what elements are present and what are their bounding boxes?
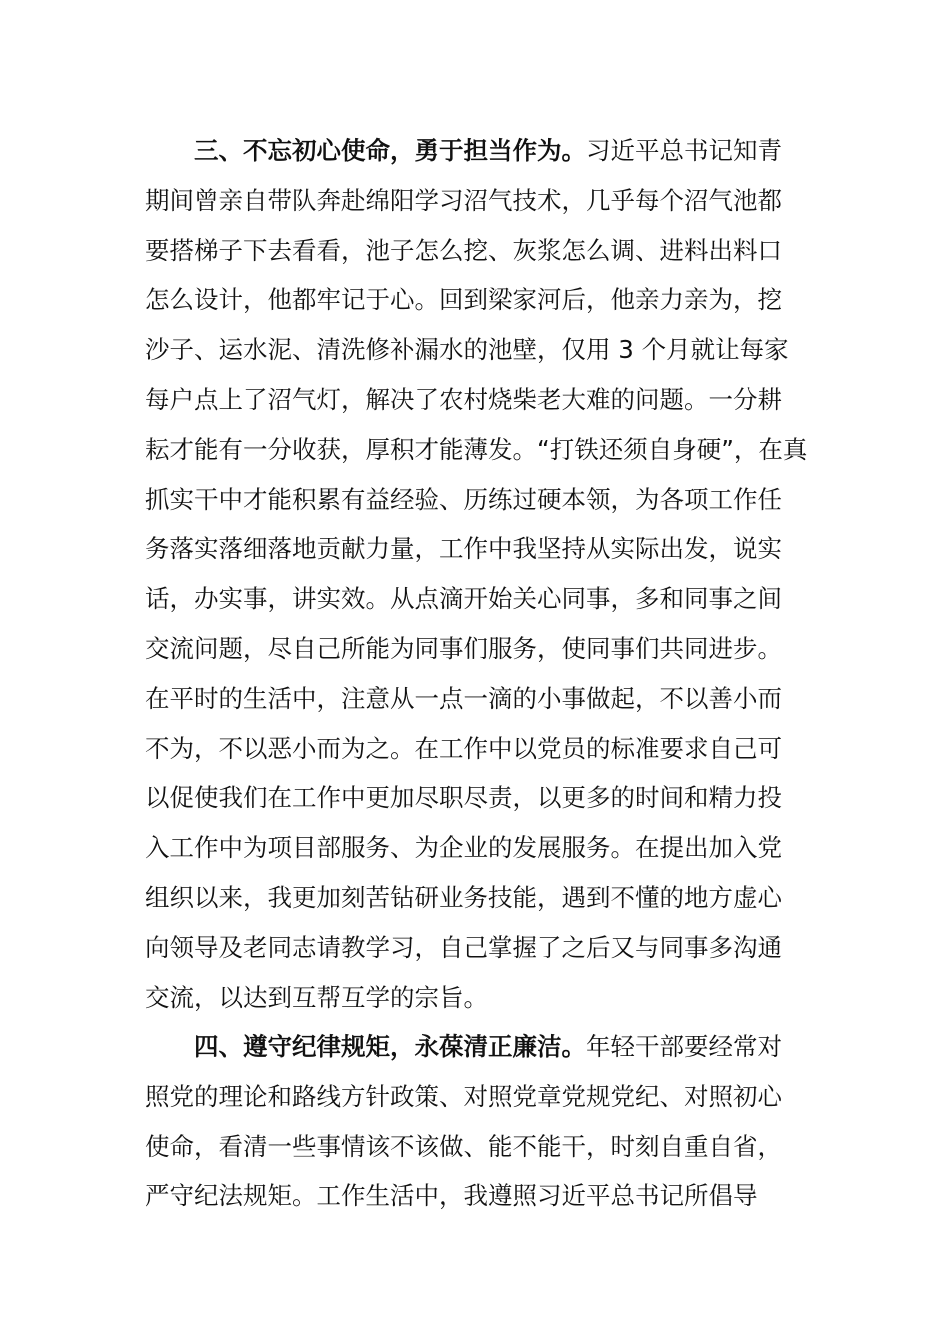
- body-line: 入工作中为项目部服务、为企业的发展服务。在提出加入党: [145, 833, 782, 863]
- body-line: 话，办实事，讲实效。从点滴开始关心同事，多和同事之间: [145, 584, 782, 614]
- body-line: 在平时的生活中，注意从一点一滴的小事做起，不以善小而: [145, 683, 782, 713]
- body-line: 严守纪法规矩。工作生活中，我遵照习近平总书记所倡导: [145, 1181, 758, 1211]
- body-line: 交流问题，尽自己所能为同事们服务，使同事们共同进步。: [145, 633, 782, 663]
- body-line: 以促使我们在工作中更加尽职尽责，以更多的时间和精力投: [145, 783, 782, 813]
- body-line: 每户点上了沼气灯，解决了农村烧柴老大难的问题。一分耕: [145, 384, 782, 414]
- body-line: 组织以来，我更加刻苦钻研业务技能，遇到不懂的地方虚心: [145, 882, 782, 912]
- body-line: 照党的理论和路线方针政策、对照党章党规党纪、对照初心: [145, 1081, 782, 1111]
- body-line: 使命，看清一些事情该不该做、能不能干，时刻自重自省，: [145, 1131, 782, 1161]
- paragraph-first-line: [145, 126, 805, 176]
- body-line: 交流，以达到互帮互学的宗旨。: [145, 982, 488, 1012]
- body-line: 务落实落细落地贡献力量，工作中我坚持从实际出发，说实: [145, 534, 782, 564]
- section-heading: 四、遵守纪律规矩，永葆清正廉洁。: [194, 1032, 586, 1061]
- body-text: 年轻干部要经常对: [586, 1032, 782, 1061]
- paragraph-section-4: [145, 1022, 805, 1221]
- body-line: 抓实干中才能积累有益经验、历练过硬本领，为各项工作任: [145, 484, 782, 514]
- paragraph-first-line: [145, 1022, 805, 1072]
- paragraph-section-3: [145, 126, 808, 1022]
- body-line: 期间曾亲自带队奔赴绵阳学习沼气技术，几乎每个沼气池都: [145, 185, 782, 215]
- body-line: 怎么设计，他都牢记于心。回到梁家河后，他亲力亲为，挖: [145, 285, 782, 315]
- section-heading: 三、不忘初心使命，勇于担当作为。: [194, 136, 586, 165]
- body-line: 向领导及老同志请教学习，自己掌握了之后又与同事多沟通: [145, 932, 782, 962]
- body-line: 耘才能有一分收获，厚积才能薄发。“打铁还须自身硬”，在真: [145, 434, 808, 464]
- body-line: 不为，不以恶小而为之。在工作中以党员的标准要求自己可: [145, 733, 782, 763]
- body-text: 习近平总书记知青: [586, 136, 782, 165]
- body-line: 要搭梯子下去看看，池子怎么挖、灰浆怎么调、进料出料口: [145, 235, 782, 265]
- body-line: 沙子、运水泥、清洗修补漏水的池壁，仅用 3 个月就让每家: [145, 335, 789, 365]
